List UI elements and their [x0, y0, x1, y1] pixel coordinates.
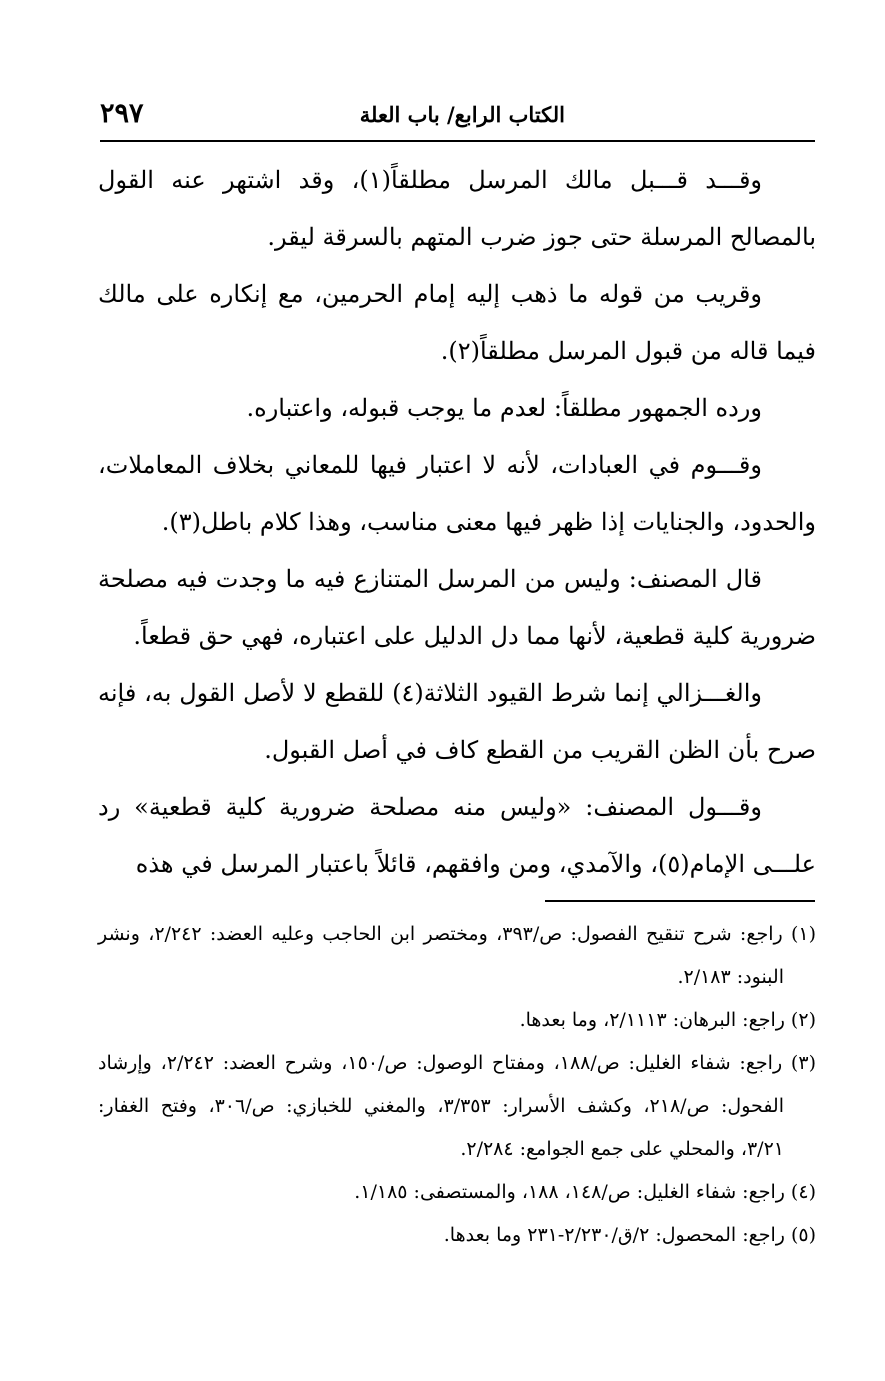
- footnote: (٤) راجع: شفاء الغليل: ص/١٤٨، ١٨٨، والمستصفى: ١/١٨٥.: [354, 1181, 816, 1203]
- running-header: [100, 98, 815, 134]
- footnote: (٣) راجع: شفاء الغليل: ص/١٨٨، ومفتاح الوصول: ص/١٥٠، وشرح العضد: ٢/٢٤٢، وإرشاد الفحول: ص/٢١٨، وكشف الأسرار: ٣/٣٥٣، والمغني للخبازي: ص/٣٠٦، وفتح الغفار: ٣/٢١، والمحلي على جمع الجوامع: ٢/٢٨٤.: [98, 1052, 816, 1160]
- footnote: (٢) راجع: البرهان: ٢/١١١٣، وما بعدها.: [519, 1009, 816, 1031]
- paragraph: وقـــوم في العبادات، لأنه لا اعتبار فيها للمعاني بخلاف المعاملات، والحدود، والجنايات إذا ظهر فيها معنى مناسب، وهذا كلام باطل(٣).: [98, 451, 816, 536]
- paragraph: ورده الجمهور مطلقاً: لعدم ما يوجب قبوله، واعتباره.: [246, 394, 762, 422]
- paragraph: والغـــزالي إنما شرط القيود الثلاثة(٤) للقطع لا لأصل القول به، فإنه صرح بأن الظن القريب من القطع كاف في أصل القبول.: [98, 679, 816, 764]
- footnote: (١) راجع: شرح تنقيح الفصول: ص/٣٩٣، ومختصر ابن الحاجب وعليه العضد: ٢/٢٤٢، ونشر البنود: ٢/١٨٣.: [98, 923, 817, 988]
- page-number: ٢٩٧: [100, 98, 144, 129]
- paragraph: قال المصنف: وليس من المرسل المتنازع فيه ما وجدت فيه مصلحة ضرورية كلية قطعية، لأنها مما دل الدليل على اعتباره، فهي حق قطعاً.: [98, 565, 816, 650]
- main-text: [98, 152, 816, 893]
- footnote: (٥) راجع: المحصول: ٢/ق/٢/٢٣٠-٢٣١ وما بعدها.: [443, 1224, 816, 1246]
- footnotes: [98, 913, 816, 1257]
- paragraph: وقـــول المصنف: «وليس منه مصلحة ضرورية كلية قطعية» رد علـــى الإمام(٥)، والآمدي، ومن وافقهم، قائلاً باعتبار المرسل في هذه: [98, 793, 816, 878]
- header-rule: [100, 140, 815, 142]
- paragraph: وقـــد قـــبل مالك المرسل مطلقاً(١)، وقد اشتهر عنه القول بالمصالح المرسلة حتى جوز ضرب المتهم بالسرقة ليقر.: [98, 166, 816, 251]
- paragraph: وقريب من قوله ما ذهب إليه إمام الحرمين، مع إنكاره على مالك فيما قاله من قبول المرسل مطلقاً(٢).: [98, 280, 816, 365]
- chapter-title: الكتاب الرابع/ باب العلة: [359, 102, 565, 127]
- footnote-separator: [545, 900, 815, 902]
